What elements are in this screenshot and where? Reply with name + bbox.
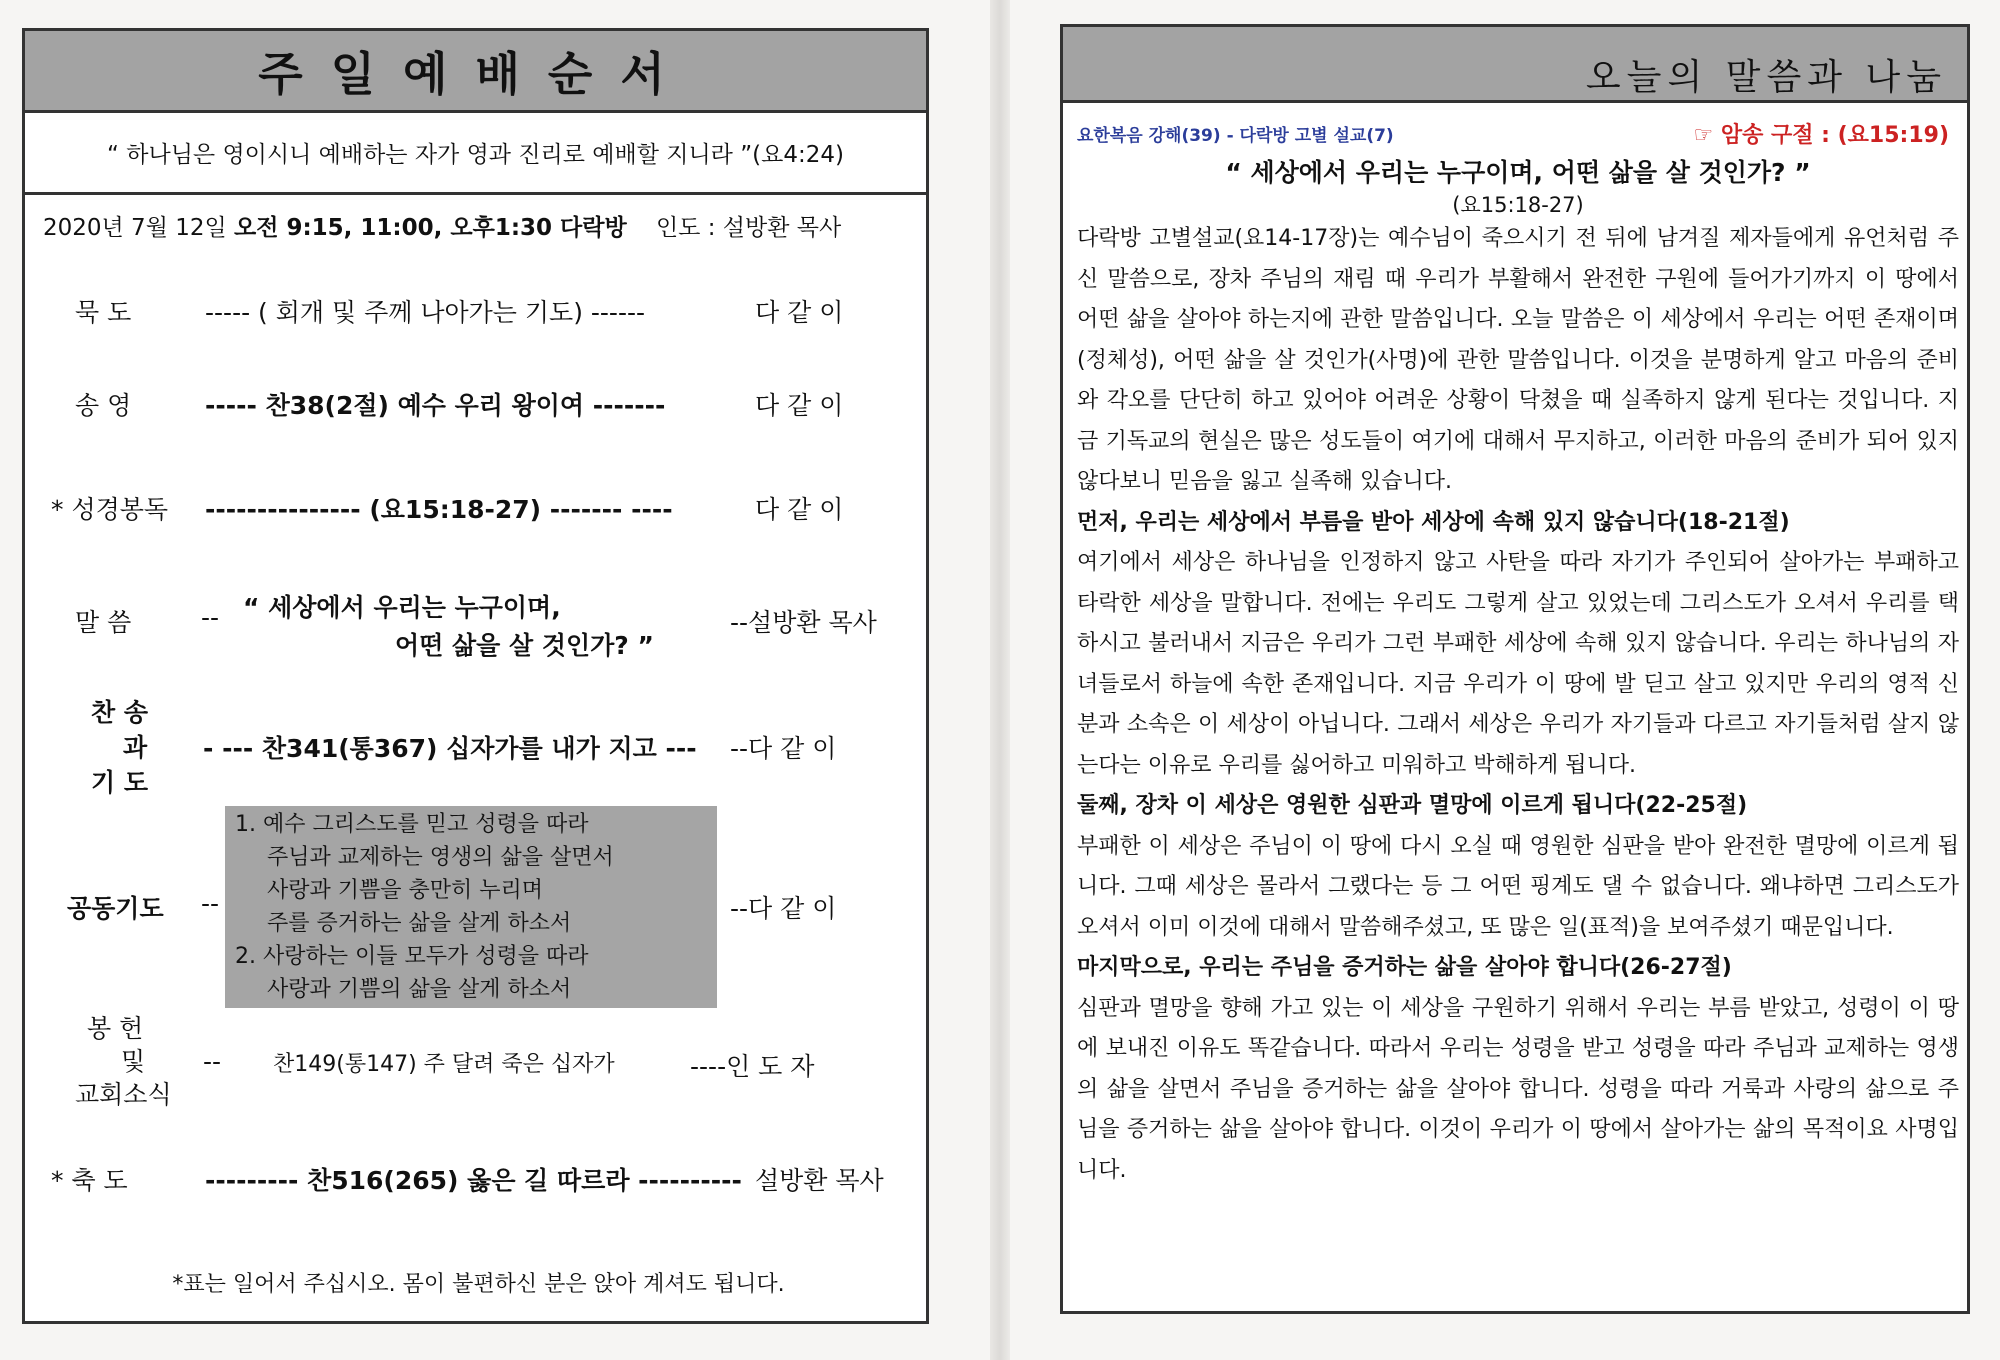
row-participant: --다 같 이: [730, 734, 837, 763]
sermon-title: “ 세상에서 우리는 누구이며, 어떤 삶을 살 것인가? ”: [1225, 158, 1811, 187]
row-participant: 다 같 이: [755, 391, 844, 420]
row-label: 묵 도: [75, 298, 132, 327]
sermon-body: [1077, 219, 1959, 1191]
row-content: ----- 찬38(2절) 예수 우리 왕이여 -------: [205, 391, 666, 420]
service-leader: 인도 : 설방환 목사: [655, 215, 842, 241]
sermon-title-line2: 어떤 삶을 살 것인가? ”: [395, 631, 654, 660]
point-heading-1: 먼저, 우리는 세상에서 부름을 받아 세상에 속해 있지 않습니다(18-21절): [1077, 509, 1790, 535]
offering-label-3: 교회소식: [75, 1080, 172, 1109]
sermon-reference: (요15:18-27): [1452, 193, 1584, 217]
order-row-hymn: [25, 729, 932, 769]
row-content: - --- 찬341(통367) 십자가를 내가 지고 ---: [203, 734, 697, 763]
prayer-line: 주를 증거하는 삶을 살게 하소서: [267, 911, 572, 936]
page-fold: [990, 0, 1010, 1360]
point-paragraph-2: 부패한 이 세상은 주님이 이 땅에 다시 오실 때 영원한 심판을 받아 완전한 멸망에 이르게 됩니다. 그때 세상은 몰라서 그랬다는 등 그 어떤 핑계도 댈 수 없습니다. 왜냐하면 그리스도가 오셔서 이미 이것에 대해서 말씀해주셨고, 또 많은 일(표적)을 보여주셨기 때문입니다.: [1077, 833, 1959, 940]
service-times: 오전 9:15, 11:00, 오후1:30 다락방: [234, 215, 627, 241]
worship-order-page: [22, 28, 929, 1324]
sermon-title-line1: “ 세상에서 우리는 누구이며,: [243, 593, 561, 622]
hymn-prayer-label-1: 찬 송: [91, 698, 149, 727]
row-participant: ----인 도 자: [690, 1052, 815, 1081]
order-row-common-prayer: [25, 889, 932, 929]
memory-verse: ☞ 암송 구절 : (요15:19): [1693, 123, 1949, 148]
motto: “ 하나님은 영이시니 예배하는 자가 영과 진리로 예배할 지니라 ”(요4:24): [25, 113, 926, 195]
row-dash: --: [201, 889, 220, 918]
row-label: 말 씀: [75, 608, 132, 637]
order-row-silent-prayer: [25, 293, 932, 333]
row-content: ----- ( 회개 및 주께 나아가는 기도) ------: [205, 298, 646, 327]
hymn-prayer-label-3: 기 도: [91, 768, 149, 797]
prayer-line: 사랑과 기쁨을 충만히 누리며: [267, 878, 544, 903]
service-date: 2020년 7월 12일: [43, 215, 235, 241]
row-participant: 다 같 이: [755, 298, 844, 327]
prayer-line: 1. 예수 그리스도를 믿고 성령을 따라: [235, 812, 589, 837]
row-content: 찬149(통147) 주 달려 죽은 십자가: [273, 1052, 615, 1077]
row-label: 송 영: [75, 391, 132, 420]
point-heading-2: 둘째, 장차 이 세상은 영원한 심판과 멸망에 이르게 됩니다(22-25절): [1077, 793, 1748, 818]
prayer-line: 2. 사랑하는 이들 모두가 성령을 따라: [235, 944, 589, 969]
worship-order-header: [25, 31, 926, 113]
sermon-header: [1063, 27, 1967, 103]
page-title: 주일예배순서: [258, 46, 693, 101]
row-content: --------------- (요15:18-27) ------- ----: [205, 495, 673, 524]
standing-note: *표는 일어서 주십시오. 몸이 불편하신 분은 앉아 계셔도 됩니다.: [172, 1272, 785, 1297]
order-row-benediction: [25, 1161, 932, 1201]
point-paragraph-1: 여기에서 세상은 하나님을 인정하지 않고 사탄을 따라 자기가 주인되어 살아가는 부패하고 타락한 세상을 말합니다. 전에는 우리도 그렇게 살고 있었는데 그리스도가 오셔서 우리를 택하시고 불러내서 지금은 우리가 그런 부패한 세상에 속해 있지 않습니다. 우리는 하나님의 자녀들로서 하늘에 속한 존재입니다. 지금 우리가 이 땅에 발 딛고 살고 있지만 우리의 영적 신분과 소속은 이 세상이 아닙니다. 그래서 세상은 우리가 자기들과 다르고 자기들처럼 살지 않는다는 이유로 우리를 싫어하고 미워하고 박해하게 됩니다.: [1077, 550, 1959, 778]
order-row-offering: [25, 1047, 932, 1087]
order-row-scripture: [25, 490, 932, 530]
row-participant: 다 같 이: [755, 495, 844, 524]
offering-label-1: 봉 헌: [87, 1014, 144, 1043]
row-dash: --: [203, 1047, 222, 1076]
offering-label-2: 및: [121, 1047, 146, 1076]
prayer-line: 주님과 교제하는 영생의 삶을 살면서: [267, 845, 614, 870]
row-content: --------- 찬516(265) 옳은 길 따르라 ----------: [205, 1166, 742, 1195]
row-label: 공동기도: [67, 894, 164, 923]
service-info: [43, 209, 841, 242]
intro-paragraph: 다락방 고별설교(요14-17장)는 예수님이 죽으시기 전 뒤에 남겨질 제자들에게 유언처럼 주신 말씀으로, 장차 주님의 재림 때 우리가 부활해서 완전한 구원에 들어가기까지 이 땅에서 어떤 삶을 살아야 하는지에 관한 말씀입니다. 오늘 말씀은 이 세상에서 우리는 어떤 존재이며(정체성), 어떤 삶을 살 것인가(사명)에 관한 말씀입니다. 이것을 분명하게 알고 마음의 준비와 각오를 단단히 하고 있어야 어려운 상황이 닥쳤을 때 실족하지 않게 된다는 것입니다. 지금 기독교의 현실은 많은 성도들이 여기에 대해서 무지하고, 이러한 마음의 준비가 되어 있지 않다보니 믿음을 잃고 실족해 있습니다.: [1077, 226, 1959, 494]
row-participant: --다 같 이: [730, 894, 837, 923]
series-label: 요한복음 강해(39) - 다락방 고별 설교(7): [1077, 126, 1394, 146]
row-participant: --설방환 목사: [730, 608, 877, 637]
sermon-page: [1060, 24, 1970, 1314]
row-participant: 설방환 목사: [755, 1166, 884, 1195]
hymn-prayer-label-2: 과: [123, 733, 148, 762]
row-label: * 축 도: [51, 1166, 128, 1195]
point-heading-3: 마지막으로, 우리는 주님을 증거하는 삶을 살아야 합니다(26-27절): [1077, 955, 1732, 980]
page-title: 오늘의 말씀과 나눔: [1585, 57, 1947, 98]
prayer-line: 사랑과 기쁨의 삶을 살게 하소서: [267, 977, 572, 1002]
point-paragraph-3: 심판과 멸망을 향해 가고 있는 이 세상을 구원하기 위해서 우리는 부름 받았고, 성령이 이 땅에 보내진 이유도 똑같습니다. 따라서 우리는 성령을 받고 성령을 따라 주님과 교제하는 영생의 삶을 살면서 주님을 증거하는 삶을 살아야 합니다. 성령을 따라 거룩과 사랑의 삶으로 주님을 증거하는 삶을 살아야 합니다. 이것이 우리가 이 땅에서 살아가는 삶의 목적이요 사명입니다.: [1077, 995, 1959, 1183]
row-dash: --: [201, 603, 220, 632]
row-label: * 성경봉독: [51, 495, 169, 524]
order-row-doxology: [25, 386, 932, 426]
